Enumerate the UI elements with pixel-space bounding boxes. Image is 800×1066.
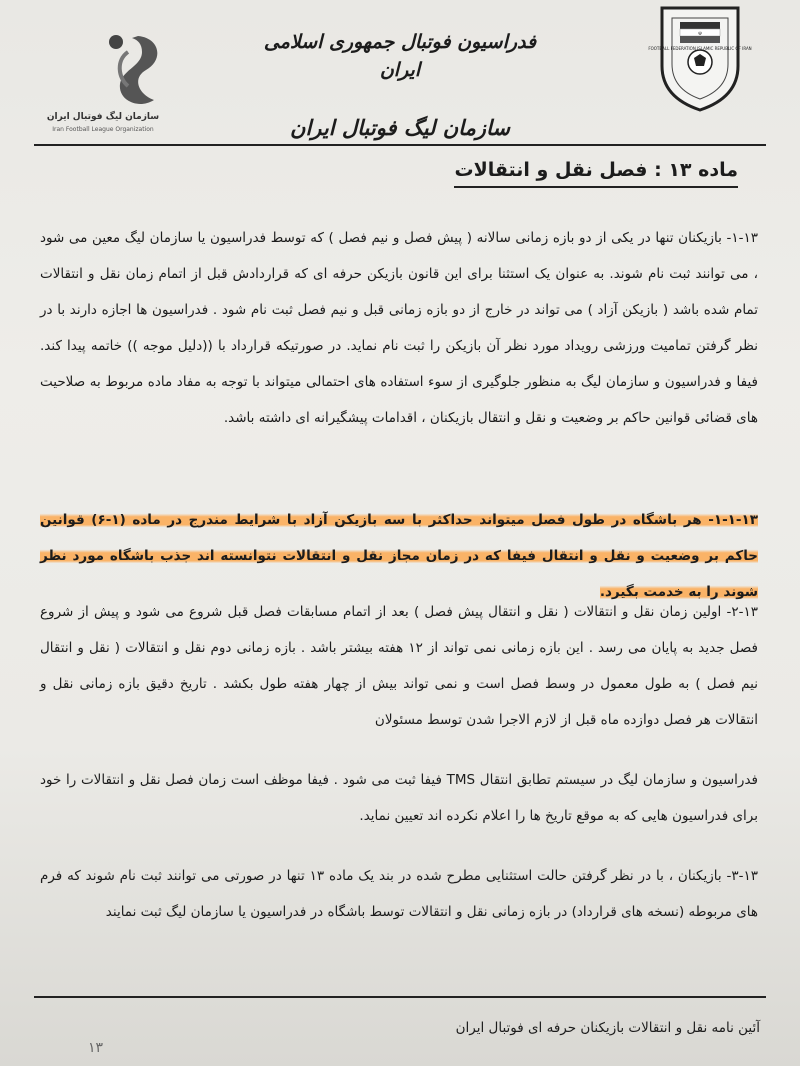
letterhead-titles	[250, 28, 550, 142]
federation-logo-text: FOOTBALL FEDERATION ISLAMIC REPUBLIC OF IRAN	[648, 46, 752, 51]
article-heading: ماده ۱۳ : فصل نقل و انتقالات	[454, 156, 738, 188]
svg-text:☫: ☫	[697, 31, 703, 37]
federation-logo-icon	[648, 4, 752, 114]
footer-divider	[34, 996, 766, 998]
league-logo	[28, 30, 188, 133]
organization-title: سازمان لیگ فوتبال ایران	[290, 115, 510, 140]
league-logo-subtitle: Iran Football League Organization	[52, 126, 154, 133]
page-number: ۱۳	[88, 1040, 104, 1056]
paragraph-13-1: ۱-۱۳- بازیکنان تنها در یکی از دو بازه زمانی سالانه ( پیش فصل و نیم فصل ) که توسط فدراسیون یا سازمان لیگ معین می شود ، می توانند ثبت نام شوند. به عنوان یک استثنا برای این قانون بازیکن حرفه ای که قراردادش قبل از اتمام زمان نقل و انتقالات تمام شده باشد ( بازیکن آزاد ) می تواند در خارج از دو بازه زمانی قبل و نیم فصل ثبت نام شود . فدراسیون ها اجازه دارند با در نظر گرفتن تمامیت ورزشی رویداد مورد نظر آن بازیکن را ثبت نام نماید. در صورتیکه قرارداد با ((دلیل موجه )) خاتمه پیدا کند. فیفا و فدراسیون و سازمان لیگ به منظور جلوگیری از سوء استفاده های احتمالی میتواند با توجه به مفاد ماده مربوط به صلاحیت های قضائی قوانین حاکم بر وضعیت و نقل و انتقال بازیکنان ، اقدامات پیشگیرانه ای داشته باشد.	[40, 230, 758, 426]
league-logo-name: سازمان لیگ فوتبال ایران	[46, 112, 160, 122]
paragraph-13-3: ۳-۱۳- بازیکنان ، با در نظر گرفتن حالت استثنایی مطرح شده در بند یک ماده ۱۳ تنها در صورتی می توانند ثبت نام شوند که فرم های مربوطه (نسخه های قرارداد) در بازه زمانی نقل و انتقالات توسط باشگاه در فدراسیون یا سازمان لیگ ثبت نمایند	[40, 868, 758, 920]
letterhead	[0, 0, 800, 140]
highlight-mark: ۱-۱-۱۳- هر باشگاه در طول فصل میتواند حداکثر با سه بازیکن آزاد با شرایط مندرج در ماده (۱-۶) قوانین حاکم بر وضعیت و نقل و انتقال فیفا که در زمان مجاز نقل و انتقالات نتوانسته اند جذب باشگاه مورد نظر شوند را به خدمت بگیرد.	[40, 512, 759, 600]
paragraph-13-2: ۲-۱۳- اولین زمان نقل و انتقالات ( نقل و انتقال پیش فصل ) بعد از اتمام مسابقات فصل قبل شروع می شود و پیش از شروع فصل جدید به پایان می رسد . این بازه زمانی نمی تواند از ۱۲ هفته بیشتر باشد . بازه زمانی دوم نقل و انتقالات ( نقل و انتقال نیم فصل ) به طول معمول در وسط فصل است و نمی تواند بیش از چهار هفته طول بکشد . تاریخ دقیق بازه زمانی نقل و انتقالات هر فصل دوازده ماه قبل از لازم الاجرا شدن توسط مسئولان	[40, 604, 758, 728]
league-emblem-icon	[98, 30, 170, 112]
federation-title: فدراسیون فوتبال جمهوری اسلامی ایران	[263, 31, 537, 81]
paragraph-13-2-continued: فدراسیون و سازمان لیگ در سیستم تطابق انتقال TMS فیفا ثبت می شود . فیفا موظف است زمان فصل نقل و انتقالات را خود برای فدراسیون هایی که به موقع تاریخ ها را اعلام نکرده اند تعیین نماید.	[40, 772, 758, 824]
footer-title: آئین نامه نقل و انتقالات بازیکنان حرفه ای فوتبال ایران	[455, 1020, 760, 1036]
header-divider	[34, 144, 766, 146]
